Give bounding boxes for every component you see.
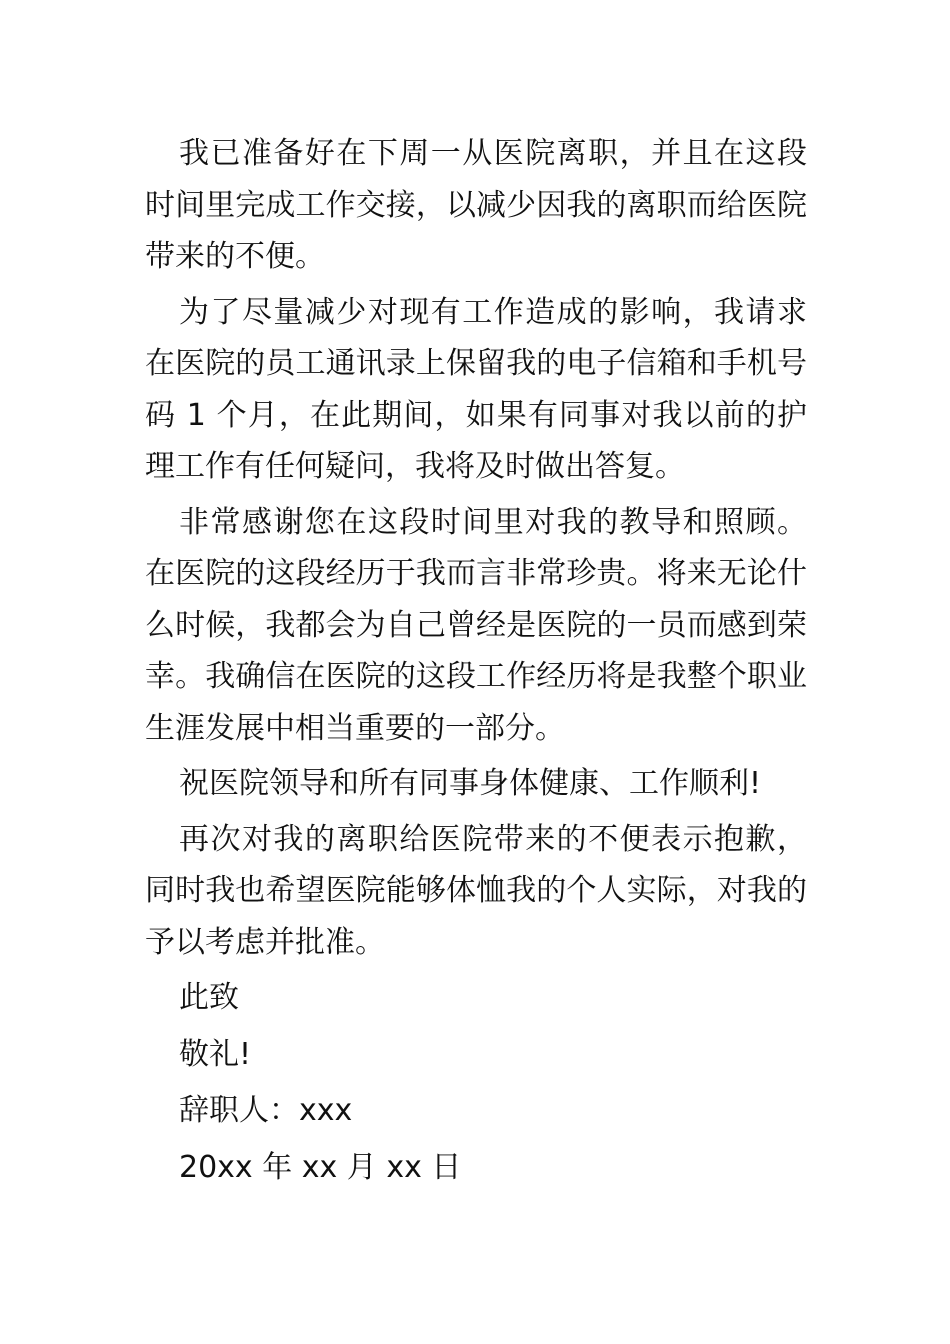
- signature: 辞职人：xxx: [179, 1093, 353, 1128]
- regards: 敬礼!: [179, 1036, 252, 1072]
- paragraph-contact-retention: 为了尽量减少对现有工作造成的影响，我请求在医院的员工通讯录上保留我的电子信箱和手机号码 1 个月，在此期间，如果有同事对我以前的护理工作有任何疑问，我将及时做出答复。: [145, 294, 807, 484]
- paragraph-wishes: 祝医院领导和所有同事身体健康、工作顺利!: [179, 766, 762, 801]
- date: 20xx 年 xx 月 xx 日: [179, 1149, 462, 1185]
- paragraph-apology: 再次对我的离职给医院带来的不便表示抱歉，同时我也希望医院能够体恤我的个人实际，对我的予以考虑并批准。: [145, 821, 807, 960]
- letter-body: [145, 128, 807, 1198]
- paragraph-gratitude: 非常感谢您在这段时间里对我的教导和照顾。在医院的这段经历于我而言非常珍贵。将来无论什么时候，我都会为自己曾经是医院的一员而感到荣幸。我确信在医院的这段工作经历将是我整个职业生涯发展中相当重要的一部分。: [145, 504, 807, 746]
- paragraph-handover: 我已准备好在下周一从医院离职，并且在这段时间里完成工作交接，以减少因我的离职而给医院带来的不便。: [145, 136, 807, 274]
- salutation: 此致: [179, 980, 239, 1015]
